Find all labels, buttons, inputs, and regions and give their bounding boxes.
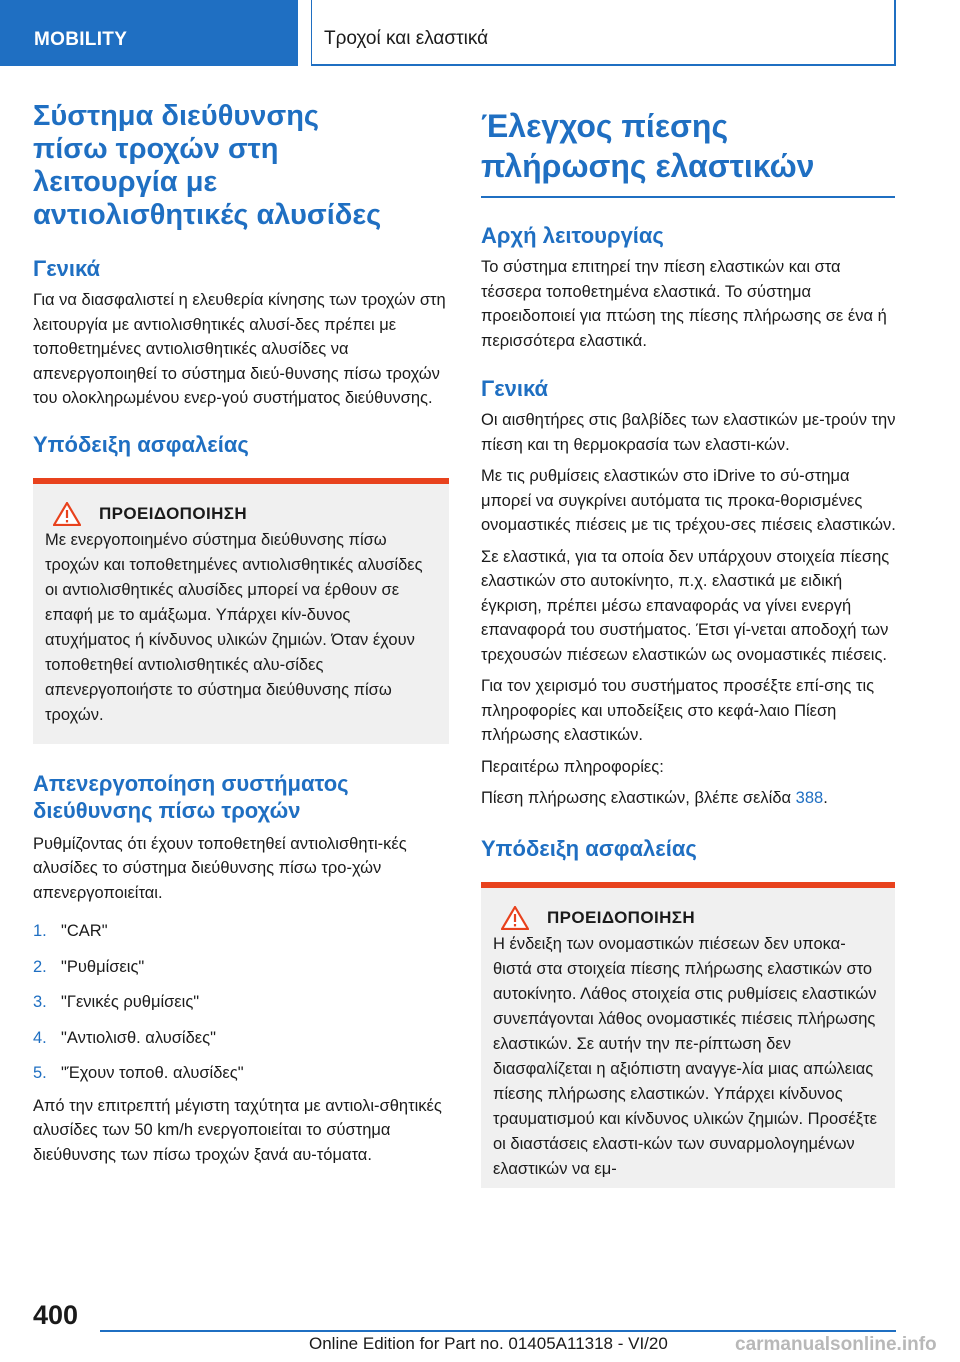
list-item: 2. "Ρυθμίσεις" xyxy=(33,957,145,976)
footer-divider xyxy=(100,1330,896,1332)
left-steps-list xyxy=(33,919,449,1086)
right-general-p3: Σε ελαστικά, για τα οποία δεν υπάρχουν στοιχεία πίεσης ελαστικών στο αυτοκίνητο, π.χ. ελαστικά με ειδική έγκριση, πρέπει μέσω επαναφοράς να γίνει ενεργή επαναφορά του συστήματος. Έτσι γί-νεται αποδοχή των τρεχουσών πιέσεων ελαστικών ως ονομαστικές πιέσεις. xyxy=(481,547,890,664)
right-warning-title: ΠΡΟΕΙΔΟΠΟΙΗΣΗ xyxy=(547,907,696,927)
left-deactivation-text: Ρυθμίζοντας ότι έχουν τοποθετηθεί αντιολισθητι-κές αλυσίδες το σύστημα διεύθυνσης πίσω τρο-χών απενεργοποιείται. xyxy=(33,834,407,902)
edition-text: Online Edition for Part no. 01405A11318 - VI/20 xyxy=(309,1334,668,1353)
left-closing-text: Από την επιτρεπτή μέγιστη ταχύτητα με αντιολι-σθητικές αλυσίδες των 50 km/h ενεργοποιείται το σύστημα διεύθυνσης των πίσω τροχών ξανά αυ-τόματα. xyxy=(33,1096,442,1164)
right-warning-text: Η ένδειξη των ονομαστικών πιέσεων δεν υποκα-θιστά στα στοιχεία πίεσης πλήρωσης ελαστικών στο αυτοκίνητο. Λάθος στοιχεία στις ρυθμίσεις ελαστικών συνεπάγονται λάθος ονομαστικές πιέσεις πλήρωσης ελαστικών. Σε αυτήν την πε-ρίπτωση δεν διασφαλίζεται η αξιόπιστη αναγγε-λία μιας απώλειας πίεσης πλήρωσης ελαστικών. Υπάρχει κίνδυνος τραυματισμού και κίνδυνος υλικών ζημιών. Προσέξτε οι διαστάσεις ελαστι-κών των συναρμολογημένων ελαστικών να εμ- xyxy=(493,934,877,1178)
left-column xyxy=(33,100,449,1167)
right-column xyxy=(481,106,897,1188)
left-general-text: Για να διασφαλιστεί η ελευθερία κίνησης των τροχών στη λειτουργία με αντιολισθητικές αλυσί-δες πρέπει με τοποθετημένες αντιολισθητικές αλυσίδες να απενεργοποιηθεί το σύστημα διεύ-θυνσης πίσω τροχών του ολοκληρωμένου ενερ-γού συστήματος διεύθυνσης. xyxy=(33,291,446,407)
left-warning-header xyxy=(45,502,437,526)
right-warning-header xyxy=(493,906,883,930)
left-safety-heading: Υπόδειξη ασφαλείας xyxy=(33,431,249,457)
right-more-info: Περαιτέρω πληροφορίες: xyxy=(481,757,664,776)
chapter-tab: MOBILITY xyxy=(0,0,298,66)
right-general-p2: Με τις ρυθμίσεις ελαστικών στο iDrive το σύ-στημα μπορεί να συγκρίνει αυτόματα τις προκα-θορισμένες ονομαστικές πιέσεις με τις τρέχου-σες πιέσεις ελαστικών. xyxy=(481,467,896,534)
left-warning-box xyxy=(33,478,449,744)
list-item: 3. "Γενικές ρυθμίσεις" xyxy=(33,993,200,1011)
left-deactivation-heading: Απενεργοποίηση συστήματος διεύθυνσης πίσω τροχών xyxy=(33,770,349,823)
page-header xyxy=(0,0,960,66)
right-principle-heading: Αρχή λειτουργίας xyxy=(481,223,664,248)
right-general-p4: Για τον χειρισμό του συστήματος προσέξτε επί-σης τις πληροφορίες και υποδείξεις στο κεφά-λαιο Πίεση πλήρωσης ελαστικών. xyxy=(481,677,875,744)
page-number: 400 xyxy=(33,1300,79,1330)
left-general-heading: Γενικά xyxy=(33,256,101,281)
watermark: carmanualsonline.info xyxy=(735,1334,937,1355)
right-title: Έλεγχος πίεσης πλήρωσης ελαστικών xyxy=(481,108,815,184)
list-item: 4. "Αντιολισθ. αλυσίδες" xyxy=(33,1028,216,1047)
section-title: Τροχοί και ελαστικά xyxy=(324,28,489,49)
right-principle-text: Το σύστημα επιτηρεί την πίεση ελαστικών και στα τέσσερα τοποθετημένα ελαστικά. Το σύστημα προειδοποιεί για πτώση της πίεσης πλήρωσης σε ένα ή περισσότερα ελαστικά. xyxy=(481,258,887,350)
right-safety-heading: Υπόδειξη ασφαλείας xyxy=(481,835,697,861)
left-warning-title: ΠΡΟΕΙΔΟΠΟΙΗΣΗ xyxy=(99,503,248,523)
left-title: Σύστημα διεύθυνσης πίσω τροχών στη λειτουργία με αντιολισθητικές αλυσίδες xyxy=(33,100,382,231)
page-reference-link[interactable]: 388 xyxy=(795,789,824,807)
list-item: 1. "CAR" xyxy=(33,922,108,940)
right-general-p1: Οι αισθητήρες στις βαλβίδες των ελαστικών με-τρούν την πίεση και τη θερμοκρασία των ελαστι-κών. xyxy=(481,411,896,454)
right-warning-box xyxy=(481,882,895,1188)
warning-triangle-icon xyxy=(53,502,81,526)
right-reference: Πίεση πλήρωσης ελαστικών, βλέπε σελίδα 388. xyxy=(481,789,828,807)
list-item: 5. "Έχουν τοποθ. αλυσίδες" xyxy=(33,1064,244,1082)
right-general-heading: Γενικά xyxy=(481,376,549,401)
left-warning-text: Με ενεργοποιημένο σύστημα διεύθυνσης πίσω τροχών και τοποθετημένες αντιολισθητικές αλυσίδες οι αντιολισθητικές αλυσίδες μπορεί να έρθουν σε επαφή με το αμάξωμα. Υπάρχει κίν-δυνος ατυχήματος ή κίνδυνος υλικών ζημιών. Όταν έχουν τοποθετηθεί αντιολισθητικές αλυ-σίδες απενεργοποιήστε το σύστημα διεύθυνσης πίσω τροχών. xyxy=(45,530,423,724)
title-divider xyxy=(481,196,895,198)
warning-triangle-icon xyxy=(501,906,529,930)
